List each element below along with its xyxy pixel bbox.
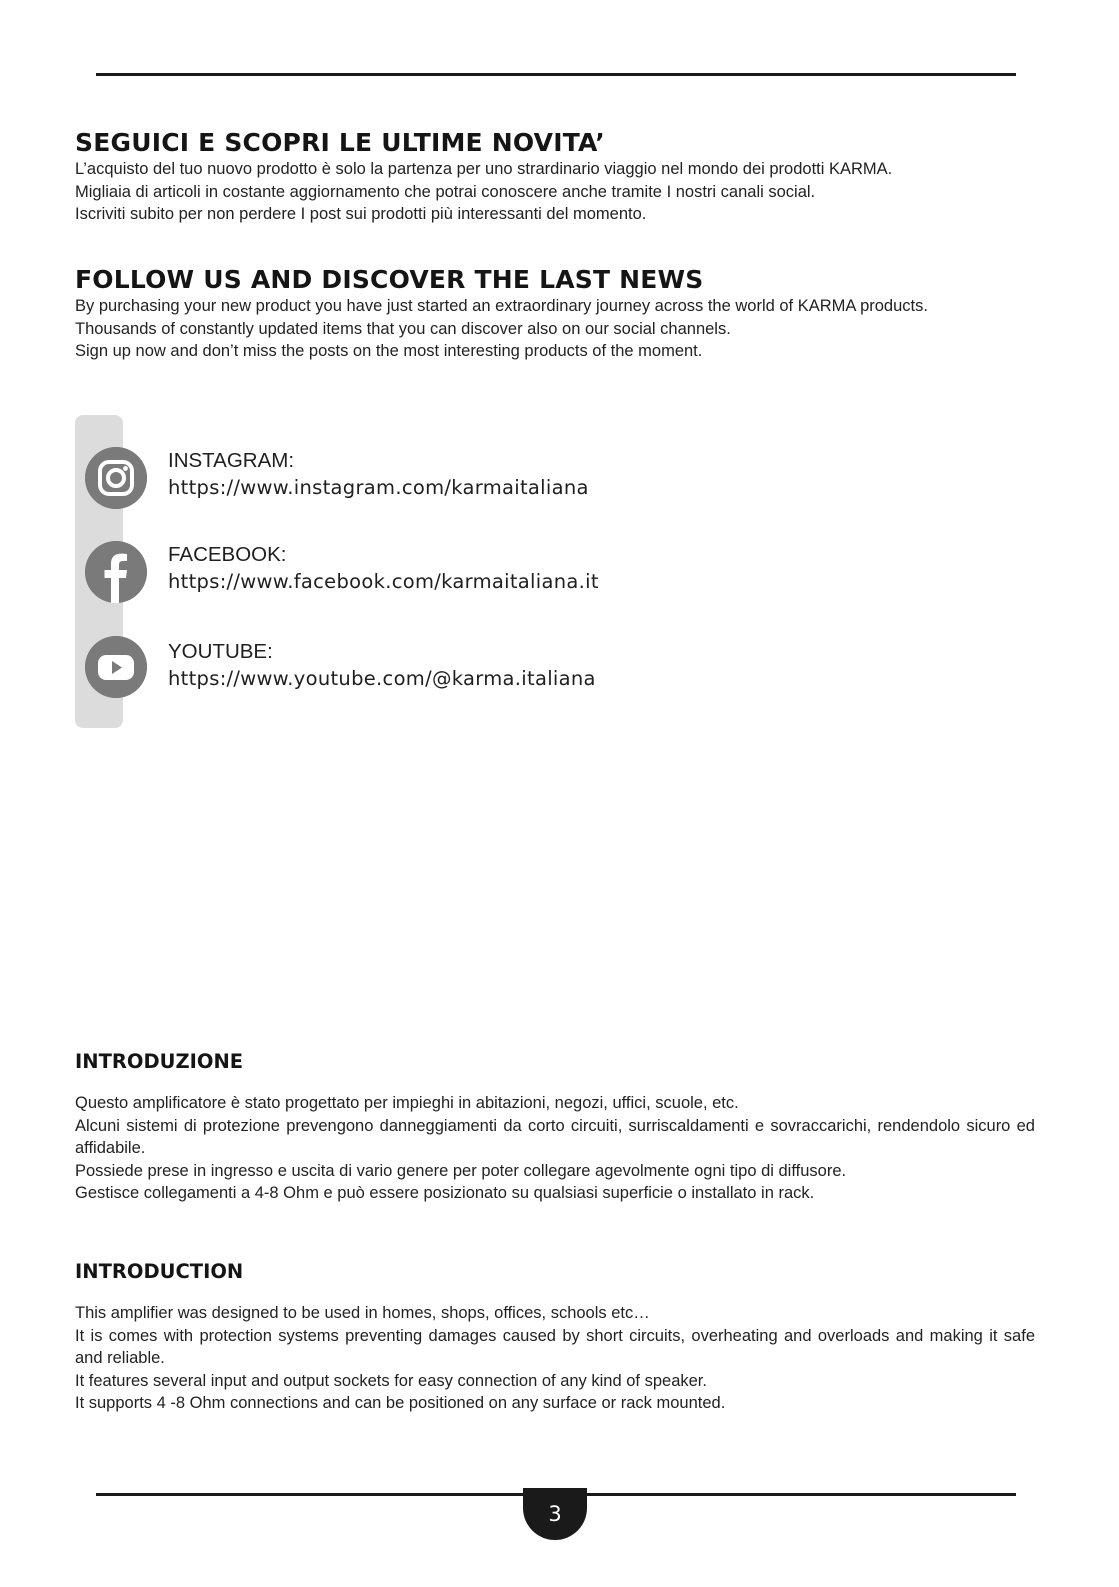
section-body xyxy=(75,158,1035,226)
social-label: FACEBOOK: xyxy=(168,543,287,566)
intro-section-italian xyxy=(75,1050,1035,1205)
follow-section-italian xyxy=(75,128,1035,226)
section-body xyxy=(75,1302,1035,1415)
paragraph-line: Sign up now and don’t miss the posts on the most interesting products of the moment. xyxy=(75,342,703,360)
paragraph-line: Thousands of constantly updated items that you can discover also on our social channels. xyxy=(75,319,731,338)
section-title: SEGUICI E SCOPRI LE ULTIME NOVITA’ xyxy=(75,128,605,157)
social-label: INSTAGRAM: xyxy=(168,449,295,472)
section-body xyxy=(75,295,1035,363)
social-entry-youtube xyxy=(168,638,596,692)
paragraph-line: Iscriviti subito per non perdere I post sui prodotti più interessanti del momento. xyxy=(75,205,647,223)
paragraph-line: It features several input and output sockets for easy connection of any kind of speaker. xyxy=(75,1371,707,1390)
social-entry-instagram xyxy=(168,447,589,501)
social-entry-facebook xyxy=(168,541,599,595)
social-url-link[interactable]: https://www.instagram.com/karmaitaliana xyxy=(168,476,589,499)
paragraph-line: It is comes with protection systems preventing damages caused by short circuits, overheating and overloads and making it safe and reliable. xyxy=(75,1326,1035,1367)
section-title: INTRODUCTION xyxy=(75,1260,244,1283)
paragraph-line: Migliaia di articoli in costante aggiornamento che potrai conoscere anche tramite I nostri canali social. xyxy=(75,182,816,201)
intro-section-english xyxy=(75,1260,1035,1415)
top-divider xyxy=(96,73,1016,76)
facebook-icon xyxy=(85,541,147,603)
paragraph-line: Questo amplificatore è stato progettato per impieghi in abitazioni, negozi, uffici, scuole, etc. xyxy=(75,1094,739,1112)
social-label: YOUTUBE: xyxy=(168,640,273,663)
page-number: 3 xyxy=(523,1488,587,1540)
paragraph-line: This amplifier was designed to be used in homes, shops, offices, schools etc… xyxy=(75,1304,650,1322)
social-url-link[interactable]: https://www.facebook.com/karmaitaliana.it xyxy=(168,570,599,593)
paragraph-line: Alcuni sistemi di protezione prevengono danneggiamenti da corto circuiti, surriscaldamenti e sovraccarichi, rendendolo sicuro ed affidabile. xyxy=(75,1116,1035,1157)
instagram-icon xyxy=(85,447,147,509)
social-url-link[interactable]: https://www.youtube.com/@karma.italiana xyxy=(168,667,596,690)
paragraph-line: Gestisce collegamenti a 4-8 Ohm e può essere posizionato su qualsiasi superficie o installato in rack. xyxy=(75,1184,815,1202)
paragraph-line: It supports 4 -8 Ohm connections and can be positioned on any surface or rack mounted. xyxy=(75,1394,726,1412)
section-title: INTRODUZIONE xyxy=(75,1050,244,1073)
section-title: FOLLOW US AND DISCOVER THE LAST NEWS xyxy=(75,265,704,294)
paragraph-line: L’acquisto del tuo nuovo prodotto è solo la partenza per uno strardinario viaggio nel mondo dei prodotti KARMA. xyxy=(75,160,893,178)
section-body xyxy=(75,1092,1035,1205)
paragraph-line: By purchasing your new product you have just started an extraordinary journey across the world of KARMA products. xyxy=(75,297,928,315)
paragraph-line: Possiede prese in ingresso e uscita di vario genere per poter collegare agevolmente ogni tipo di diffusore. xyxy=(75,1161,847,1180)
follow-section-english xyxy=(75,265,1035,363)
youtube-icon xyxy=(85,636,147,698)
